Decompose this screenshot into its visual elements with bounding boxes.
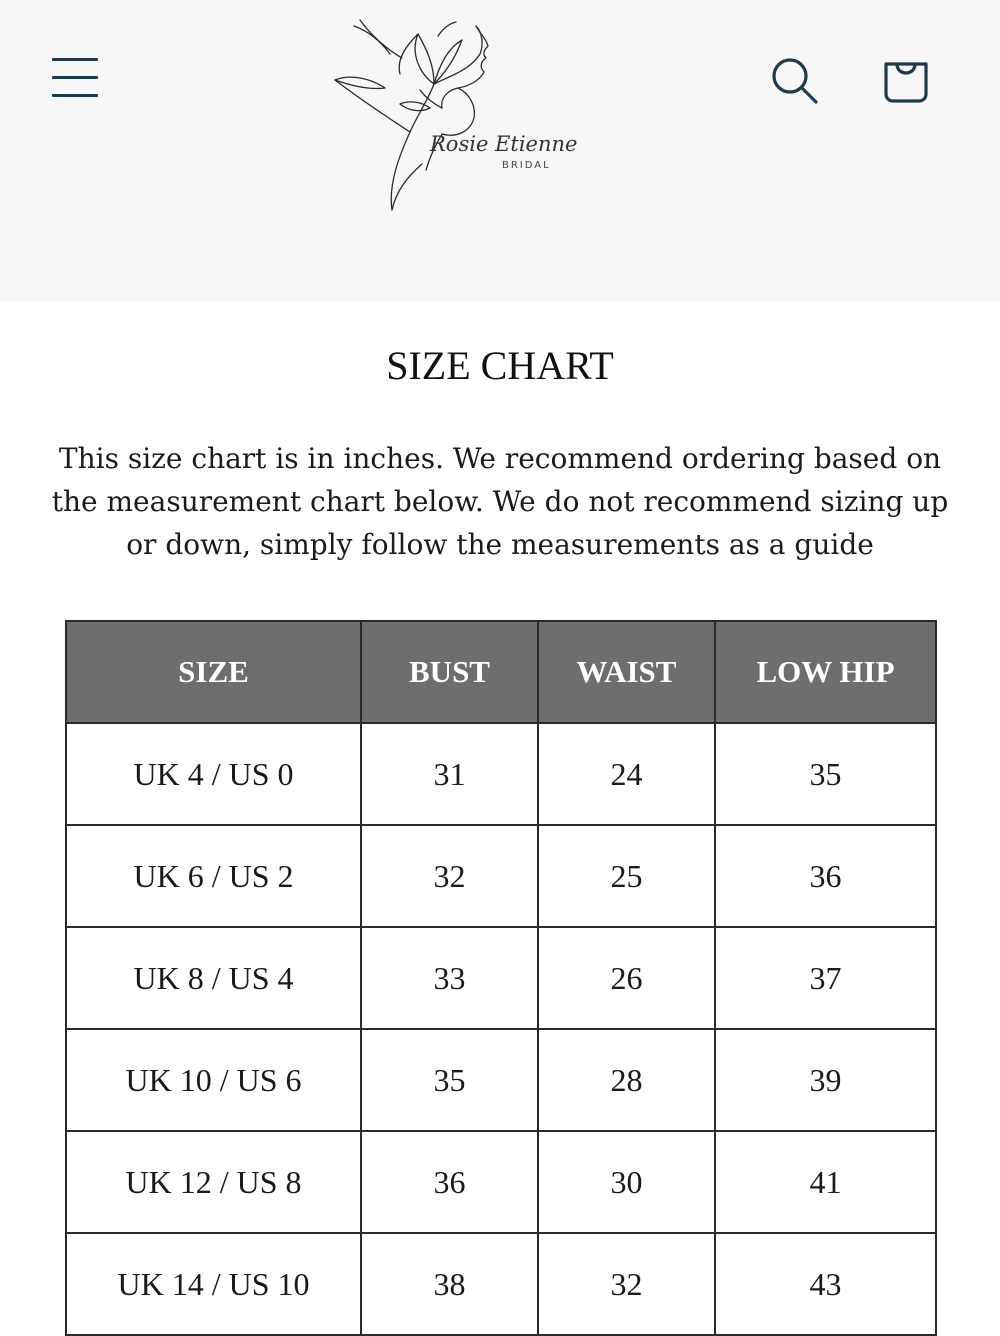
waist-cell: 24 [538,723,715,825]
bust-cell: 36 [361,1131,538,1233]
size-chart-table [65,620,937,1336]
site-header [0,0,1000,302]
size-cell: UK 4 / US 0 [66,723,361,825]
size-cell: UK 14 / US 10 [66,1233,361,1335]
low-hip-cell: 36 [715,825,936,927]
flower-face-logo-icon [330,14,640,219]
menu-button[interactable] [52,56,100,104]
waist-cell: 26 [538,927,715,1029]
brand-subtitle: BRIDAL [502,160,551,171]
search-button[interactable] [766,52,822,108]
bust-cell: 31 [361,723,538,825]
size-cell: UK 8 / US 4 [66,927,361,1029]
waist-cell: 32 [538,1233,715,1335]
low-hip-cell: 43 [715,1233,936,1335]
size-cell: UK 6 / US 2 [66,825,361,927]
column-header-bust: BUST [361,621,538,723]
table-row [66,825,936,927]
cart-button[interactable] [878,52,934,108]
table-row [66,1233,936,1335]
size-chart-intro: This size chart is in inches. We recommend ordering based on the measurement chart below. We do not recommend sizing up or down, simply follow the measurements as a guide [51,442,949,561]
low-hip-cell: 37 [715,927,936,1029]
bust-cell: 35 [361,1029,538,1131]
bust-cell: 38 [361,1233,538,1335]
column-header-low-hip: LOW HIP [715,621,936,723]
size-cell: UK 10 / US 6 [66,1029,361,1131]
table-row [66,723,936,825]
table-row [66,927,936,1029]
column-header-waist: WAIST [538,621,715,723]
low-hip-cell: 41 [715,1131,936,1233]
table-header-row [66,621,936,723]
brand-name: Rosie Etienne [430,132,578,156]
low-hip-cell: 39 [715,1029,936,1131]
low-hip-cell: 35 [715,723,936,825]
table-row [66,1131,936,1233]
column-header-size: SIZE [66,621,361,723]
waist-cell: 30 [538,1131,715,1233]
table-row [66,1029,936,1131]
size-cell: UK 12 / US 8 [66,1131,361,1233]
bust-cell: 32 [361,825,538,927]
brand-logo[interactable] [330,14,640,219]
waist-cell: 25 [538,825,715,927]
cart-icon [878,52,934,108]
search-icon [766,52,822,108]
bust-cell: 33 [361,927,538,1029]
page-title: SIZE CHART [386,343,614,388]
waist-cell: 28 [538,1029,715,1131]
